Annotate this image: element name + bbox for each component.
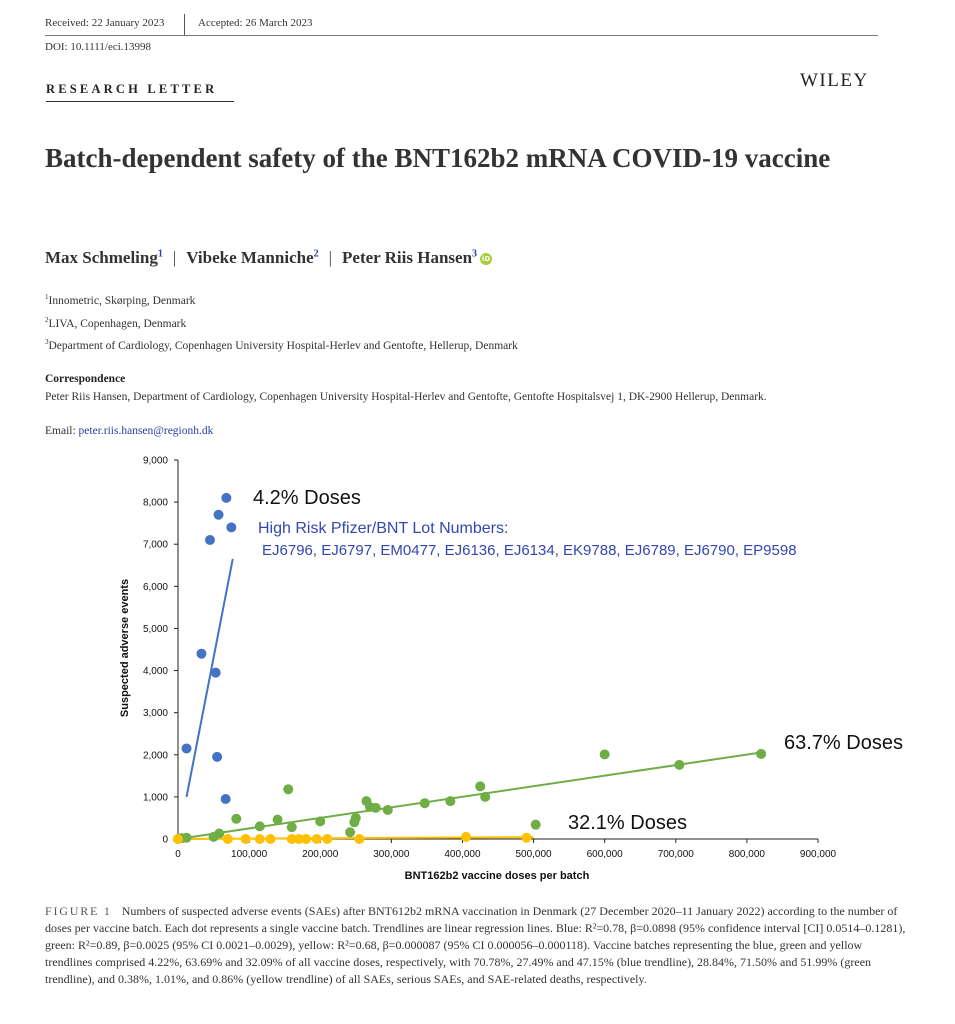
y-tick-label: 5,000 [142,623,168,635]
affiliation: $^3$Department of Cardiology, Copenhagen University Hospital-Herlev and Gentofte, Hellerup, Denmark [45,338,518,352]
yellow-data-point [521,833,531,843]
affiliation: $^1$Innometric, Skørping, Denmark [45,293,196,307]
header-rule [45,35,878,36]
x-tick-label: 100,000 [231,849,268,860]
green-data-point [283,784,293,794]
correspondence-text: Peter Riis Hansen, Department of Cardiology, Copenhagen University Hospital-Herlev and Gentofte, Gentofte Hospitalsvej 1, DK-2900 Hellerup, Denmark. [45,391,767,403]
y-tick-label: 1,000 [142,792,168,804]
yellow-data-point [255,834,265,844]
author-separator: | [328,248,333,267]
author-name[interactable]: Peter Riis Hansen [342,248,473,267]
blue-data-point [221,794,231,804]
yellow-data-point [223,834,233,844]
lot-numbers-annotation: EJ6796, EJ6797, EM0477, EJ6136, EJ6134, EK9788, EJ6789, EJ6790, EP9598 [262,542,797,559]
green-data-point [214,829,224,839]
green-data-point [287,822,297,832]
blue-trendline [187,559,233,797]
blue-data-point [214,510,224,520]
y-axis-label: Suspected adverse events [119,578,131,718]
blue-data-point [211,668,221,678]
x-tick-label: 600,000 [586,849,623,860]
blue-data-point [221,493,231,503]
y-tick-label: 0 [162,834,168,846]
author-separator: | [172,248,177,267]
green-data-point [255,821,265,831]
x-axis-label: BNT162b2 vaccine doses per batch [404,870,590,882]
green-data-point [600,749,610,759]
y-tick-label: 3,000 [142,708,168,720]
green-data-point [345,827,355,837]
publisher-logo: WILEY [800,70,869,91]
author-affil-sup: 1 [157,248,163,260]
article-title: Batch-dependent safety of the BNT162b2 mRNA COVID-19 vaccine [45,143,831,173]
caption-text: Numbers of suspected adverse events (SAEs) after BNT612b2 mRNA vaccination in Denmark (27 December 2020–11 January 2022) according to the number of doses per vaccine batch. Each dot represents a single vaccine batch. Trendlines are linear regression lines. Blue: R²=0.78, β=0.0898 (95% confidence interval [CI] 0.0514–0.1281), green: R²=0.89, β=0.0025 (95% CI 0.0021–0.0029), yellow: R²=0.68, β=0.000087 (95% CI 0.000056–0.000118). Vaccine batches representing the blue, green and yellow trendlines comprised 4.22%, 63.69% and 32.09% of all vaccine doses, respectively, with 70.78%, 27.49% and 47.15% (blue trendline), 28.84%, 71.50% and 51.99% (green trendline), and 0.38%, 1.01%, and 0.86% (yellow trendline) of all SAEs, serious SAEs, and SAE-related deaths, respectively. [45,904,906,986]
header-separator [184,14,185,36]
author-affil-sup: 2 [313,248,319,260]
blue-percent-annotation: 4.2% Doses [253,487,361,509]
doi[interactable]: DOI: 10.1111/eci.13998 [45,41,152,53]
y-tick-label: 4,000 [142,666,168,678]
green-data-point [445,796,455,806]
green-data-point [182,833,192,843]
author-affil-sup: 3 [472,248,478,260]
green-data-point [756,749,766,759]
blue-data-point [226,522,236,532]
green-data-point [420,798,430,808]
blue-data-point [205,535,215,545]
green-data-point [531,820,541,830]
yellow-data-point [173,834,183,844]
yellow-data-point [312,834,322,844]
author-name[interactable]: Vibeke Manniche [186,248,314,267]
y-tick-label: 8,000 [142,497,168,509]
author-name[interactable]: Max Schmeling [45,248,158,267]
scatter-chart [0,445,955,895]
yellow-data-point [241,834,251,844]
section-label: RESEARCH LETTER [46,82,218,96]
email-link[interactable]: peter.riis.hansen@regionh.dk [78,425,214,437]
blue-data-point [212,752,222,762]
green-data-point [383,805,393,815]
yellow-percent-annotation: 32.1% Doses [568,812,687,834]
figure-label: FIGURE 1 [45,904,112,918]
green-data-point [371,803,381,813]
x-tick-label: 500,000 [515,849,552,860]
x-tick-label: 900,000 [799,849,837,860]
section-rule [46,101,234,102]
green-data-point [231,814,241,824]
yellow-data-point [265,834,275,844]
author-list [45,248,492,268]
yellow-data-point [322,834,332,844]
green-data-point [351,813,361,823]
yellow-data-point [301,834,311,844]
yellow-data-point [354,834,364,844]
yellow-data-point [461,832,471,842]
y-tick-label: 6,000 [142,581,168,593]
received-date: Received: 22 January 2023 [45,17,165,29]
x-tick-label: 700,000 [657,849,694,860]
y-tick-label: 9,000 [142,455,168,467]
x-tick-label: 300,000 [373,849,410,860]
x-tick-label: 200,000 [302,849,339,860]
accepted-date: Accepted: 26 March 2023 [198,17,313,29]
green-data-point [315,816,325,826]
orcid-icon[interactable]: iD [481,255,491,263]
correspondence-heading: Correspondence [45,373,126,385]
lot-heading-annotation: High Risk Pfizer/BNT Lot Numbers: [258,520,509,537]
green-data-point [475,781,485,791]
green-data-point [273,815,283,825]
chart-axes [143,456,837,861]
green-data-point [674,760,684,770]
y-tick-label: 7,000 [142,539,168,551]
x-tick-label: 0 [175,849,181,860]
green-data-point [480,792,490,802]
blue-data-point [182,743,192,753]
green-percent-annotation: 63.7% Doses [784,732,903,754]
figure-caption [45,903,910,988]
x-tick-label: 800,000 [728,849,765,860]
email-line: Email: peter.riis.hansen@regionh.dk [45,425,214,437]
y-tick-label: 2,000 [142,750,168,762]
x-tick-label: 400,000 [444,849,481,860]
affiliation: $^2$LIVA, Copenhagen, Denmark [45,316,187,330]
blue-data-point [196,649,206,659]
